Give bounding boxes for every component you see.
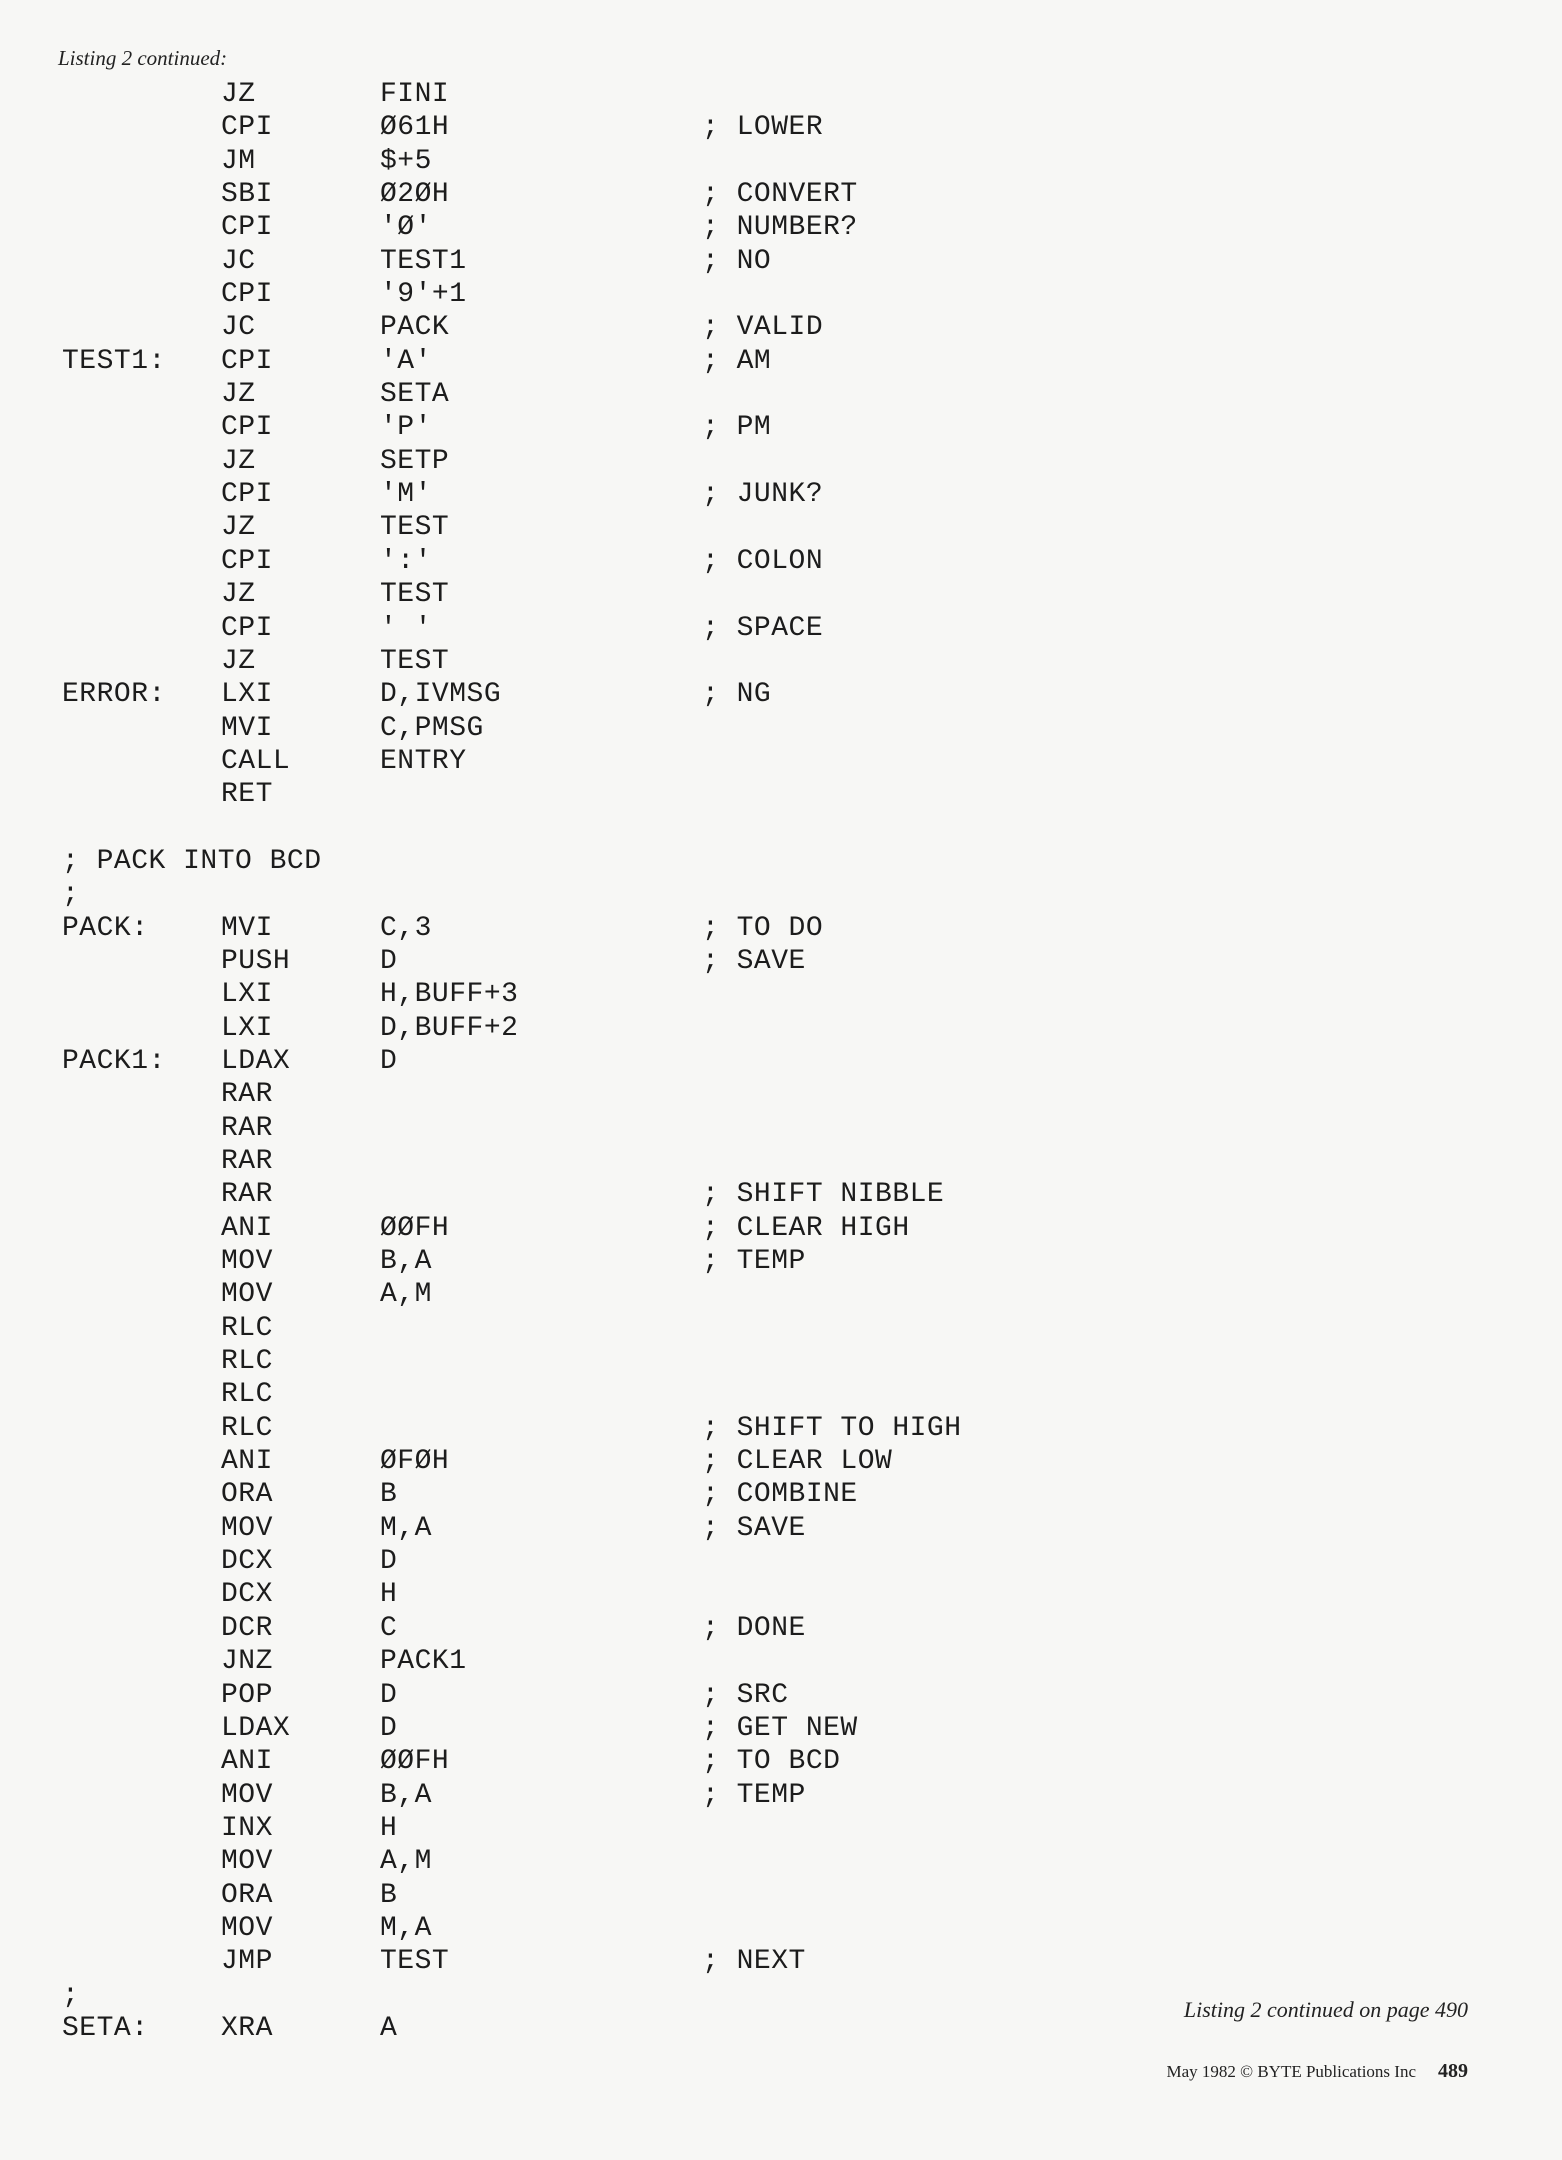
code-line [62,912,1062,945]
code-comment: ; CLEAR HIGH [702,1212,910,1244]
code-line [62,1212,1062,1245]
code-line [62,1745,1062,1778]
code-operand: D,BUFF+2 [380,1012,519,1044]
code-opcode: JNZ [221,1646,273,1678]
code-line [62,645,1062,678]
code-opcode: ANI [221,1212,273,1244]
code-opcode: CPI [221,112,273,144]
code-operand: D,IVMSG [380,679,502,711]
code-opcode: ORA [221,1879,273,1911]
code-comment: ; NO [702,245,772,277]
code-operand: C,3 [380,912,432,944]
code-opcode: MOV [221,1246,273,1278]
code-opcode: RET [221,779,273,811]
code-comment: ; COMBINE [702,1479,858,1511]
code-operand: A,M [380,1846,432,1878]
code-operand: A [380,2012,398,2044]
code-opcode: POP [221,1679,273,1711]
code-operand: B,A [380,1779,432,1811]
code-operand: Ø2ØH [380,179,450,211]
code-line [62,1578,1062,1611]
code-line [62,1845,1062,1878]
code-operand: C [380,1612,398,1644]
code-operand: 'P' [380,412,432,444]
code-line [62,245,1062,278]
code-opcode: LDAX [221,1712,291,1744]
code-line [62,845,1062,878]
code-opcode: JZ [221,512,256,544]
code-line [62,1245,1062,1278]
code-comment-line: ; [62,1979,80,2011]
code-comment: ; SAVE [702,945,806,977]
code-line [62,778,1062,811]
footer-credit: May 1982 © BYTE Publications Inc [1166,2062,1416,2081]
code-comment: ; NUMBER? [702,212,858,244]
code-opcode: INX [221,1812,273,1844]
code-line [62,1612,1062,1645]
code-operand: B [380,1479,398,1511]
code-opcode: JZ [221,579,256,611]
page-number: 489 [1438,2060,1468,2082]
code-label: PACK: [62,912,149,944]
code-line [62,1312,1062,1345]
code-opcode: LDAX [221,1045,291,1077]
code-line [62,1645,1062,1678]
code-operand: D [380,1679,398,1711]
code-opcode: XRA [221,2012,273,2044]
code-operand: H [380,1812,398,1844]
code-operand: $+5 [380,145,432,177]
code-opcode: RLC [221,1412,273,1444]
code-comment-line: ; PACK INTO BCD [62,845,322,877]
code-comment: ; NEXT [702,1946,806,1978]
code-line [62,1412,1062,1445]
code-line [62,1378,1062,1411]
code-opcode: CPI [221,545,273,577]
code-opcode: JC [221,245,256,277]
code-opcode: LXI [221,979,273,1011]
code-line [62,345,1062,378]
code-operand: D [380,1546,398,1578]
code-operand: A,M [380,1279,432,1311]
code-line [62,1012,1062,1045]
code-operand: ':' [380,545,432,577]
code-comment: ; TEMP [702,1246,806,1278]
code-opcode: JZ [221,445,256,477]
code-line [62,978,1062,1011]
code-listing [62,78,1062,2045]
code-line [62,111,1062,144]
code-operand: ENTRY [380,745,467,777]
page-footer [1167,2060,1468,2083]
code-opcode: RAR [221,1146,273,1177]
code-opcode: MVI [221,712,273,744]
code-line [62,1045,1062,1078]
code-line [62,145,1062,178]
code-operand: ØFØH [380,1446,450,1478]
code-opcode: JMP [221,1946,273,1978]
code-opcode: DCR [221,1612,273,1644]
code-line [62,1178,1062,1211]
code-opcode: CPI [221,212,273,244]
code-line [62,478,1062,511]
code-operand: 'A' [380,345,432,377]
code-line [62,812,1062,845]
code-opcode: RAR [221,1079,273,1111]
code-comment-line: ; [62,879,80,911]
code-opcode: JZ [221,79,256,110]
code-comment: ; SPACE [702,612,824,644]
code-opcode: RAR [221,1112,273,1144]
code-opcode: JM [221,145,256,177]
code-line [62,378,1062,411]
code-line [62,1679,1062,1712]
code-line [62,411,1062,444]
code-operand: H,BUFF+3 [380,979,519,1011]
listing-header: Listing 2 continued: [58,46,228,70]
code-line [62,678,1062,711]
code-opcode: DCX [221,1546,273,1578]
code-comment: ; PM [702,412,772,444]
code-line [62,178,1062,211]
code-operand: ' ' [380,612,432,644]
code-opcode: RLC [221,1346,273,1378]
code-line [62,1345,1062,1378]
code-operand: TEST1 [380,245,467,277]
code-operand: Ø61H [380,112,450,144]
code-operand: TEST [380,512,450,544]
code-line [62,1145,1062,1178]
code-opcode: ORA [221,1479,273,1511]
code-operand: '9'+1 [380,279,467,311]
code-comment: ; TO DO [702,912,824,944]
code-line [62,612,1062,645]
code-comment: ; GET NEW [702,1712,858,1744]
code-opcode: RLC [221,1379,273,1411]
code-opcode: MOV [221,1779,273,1811]
code-opcode: CPI [221,412,273,444]
code-comment: ; SRC [702,1679,789,1711]
code-line [62,2012,1062,2045]
code-label: ERROR: [62,679,166,711]
code-line [62,1278,1062,1311]
code-line [62,545,1062,578]
code-opcode: CPI [221,479,273,511]
code-operand: ØØFH [380,1212,450,1244]
code-line [62,1912,1062,1945]
code-label: SETA: [62,2012,149,2044]
continued-note: Listing 2 continued on page 490 [1183,1997,1468,2022]
code-comment: ; COLON [702,545,824,577]
code-opcode: JC [221,312,256,344]
code-line [62,278,1062,311]
code-operand: SETP [380,445,450,477]
code-line [62,1445,1062,1478]
code-line [62,1712,1062,1745]
code-operand: SETA [380,379,450,411]
code-line [62,945,1062,978]
code-line [62,311,1062,344]
code-opcode: RLC [221,1312,273,1344]
code-operand: D [380,1712,398,1744]
code-comment: ; SAVE [702,1512,806,1544]
code-opcode: MOV [221,1846,273,1878]
code-comment: ; VALID [702,312,824,344]
code-line [62,1979,1062,2012]
code-line [62,511,1062,544]
code-line [62,1945,1062,1978]
code-operand: B,A [380,1246,432,1278]
code-operand: PACK1 [380,1646,467,1678]
code-line [62,1478,1062,1511]
code-comment: ; NG [702,679,772,711]
code-opcode: PUSH [221,945,291,977]
code-opcode: CALL [221,745,291,777]
code-comment: ; JUNK? [702,479,824,511]
code-operand: D [380,945,398,977]
code-opcode: LXI [221,1012,273,1044]
code-operand: M,A [380,1912,432,1944]
code-opcode: MOV [221,1512,273,1544]
code-line [62,712,1062,745]
code-operand: 'M' [380,479,432,511]
code-opcode: MVI [221,912,273,944]
code-operand: PACK [380,312,450,344]
code-opcode: DCX [221,1579,273,1611]
code-line [62,1779,1062,1812]
code-opcode: MOV [221,1912,273,1944]
code-operand: D [380,1045,398,1077]
code-line [62,578,1062,611]
code-line [62,1512,1062,1545]
code-operand: B [380,1879,398,1911]
code-opcode: LXI [221,679,273,711]
code-comment: ; TEMP [702,1779,806,1811]
code-comment: ; SHIFT TO HIGH [702,1412,962,1444]
code-opcode: CPI [221,345,273,377]
code-operand: TEST [380,579,450,611]
code-line [62,878,1062,911]
code-opcode: ANI [221,1746,273,1778]
code-operand: FINI [380,79,450,110]
code-line [62,1879,1062,1912]
code-opcode: JZ [221,379,256,411]
code-opcode: RAR [221,1179,273,1211]
code-line [62,1545,1062,1578]
code-opcode: MOV [221,1279,273,1311]
code-operand: TEST [380,1946,450,1978]
code-line [62,1812,1062,1845]
code-opcode: CPI [221,612,273,644]
code-line [62,78,1062,111]
code-line [62,445,1062,478]
code-operand: TEST [380,645,450,677]
code-operand: ØØFH [380,1746,450,1778]
code-label: TEST1: [62,345,166,377]
code-comment: ; TO BCD [702,1746,841,1778]
code-operand: M,A [380,1512,432,1544]
code-opcode: JZ [221,645,256,677]
code-comment: ; AM [702,345,772,377]
code-opcode: ANI [221,1446,273,1478]
code-label: PACK1: [62,1045,166,1077]
code-comment: ; DONE [702,1612,806,1644]
code-operand: H [380,1579,398,1611]
code-line [62,1078,1062,1111]
code-comment: ; LOWER [702,112,824,144]
code-line [62,211,1062,244]
code-opcode: SBI [221,179,273,211]
code-opcode: CPI [221,279,273,311]
code-operand: 'Ø' [380,212,432,244]
code-comment: ; CONVERT [702,179,858,211]
code-line [62,745,1062,778]
code-comment: ; CLEAR LOW [702,1446,893,1478]
code-operand: C,PMSG [380,712,484,744]
code-comment: ; SHIFT NIBBLE [702,1179,945,1211]
code-line [62,1112,1062,1145]
